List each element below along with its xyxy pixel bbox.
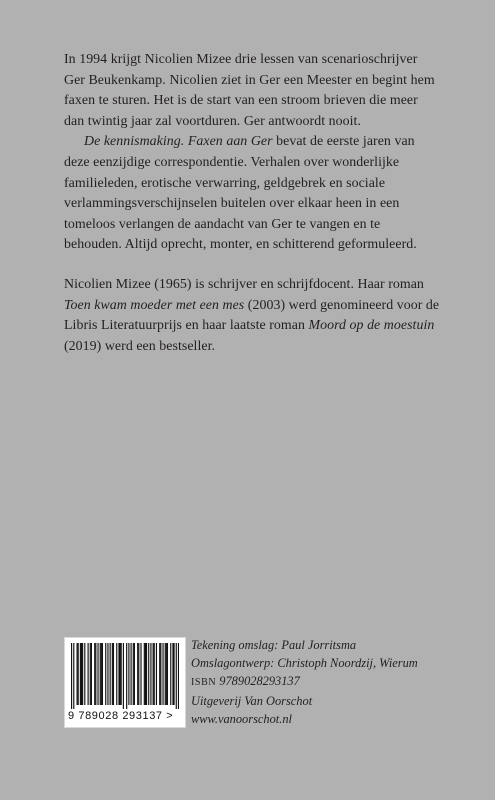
barcode-number: 9 789028 293137 > xyxy=(68,710,174,722)
barcode-bar xyxy=(100,643,101,705)
barcode-bar xyxy=(78,643,79,705)
blurb-paragraph-2 xyxy=(64,132,440,256)
barcode-bar xyxy=(167,643,168,705)
barcode-bar xyxy=(94,643,95,705)
barcode-bars xyxy=(71,643,179,709)
barcode-bar xyxy=(97,643,98,705)
isbn-value: 9789028293137 xyxy=(216,674,300,689)
blurb-paragraph-2-text: bevat de eerste jaren van deze eenzijdige correspondentie. Verhalen over wonderlijke familieleden, erotische verwarring, geldgebrek en sociale verlammingsverschijnselen buitelen over elkaar heen in een tomeloos verlangen de aandacht van Ger te vangen en te behouden. Altijd oprecht, monter, en schitterend geformuleerd. xyxy=(64,134,417,253)
barcode-bar xyxy=(107,643,108,705)
barcode-bar xyxy=(121,643,122,705)
barcode-bar xyxy=(134,643,135,705)
blurb-text xyxy=(64,50,440,357)
blurb-paragraph-1: In 1994 krijgt Nicolien Mizee drie lessen van scenarioschrijver Ger Beukenkamp. Nicolien ziet in Ger een Meester en begint hem faxen te sturen. Het is de start van een stroom brieven die meer dan twintig jaar zal voortduren. Ger antwoordt nooit. xyxy=(64,52,435,129)
barcode-bar xyxy=(150,643,151,705)
barcode-bar xyxy=(91,643,92,705)
publisher-website: www.vanoorschot.nl xyxy=(191,712,292,727)
barcode-bar xyxy=(113,643,114,705)
barcode-bar xyxy=(137,643,138,705)
author-bio-text-2: (2003) werd genomineerd voor de Libris Literatuurprijs en haar laatste roman xyxy=(64,297,440,334)
cover-design-credit: Omslagontwerp: Christoph Noordzij, Wierum xyxy=(191,656,418,671)
barcode-bar xyxy=(170,643,171,705)
barcode-bar xyxy=(131,643,132,705)
barcode-bar xyxy=(145,643,146,705)
barcode-bar xyxy=(126,643,127,709)
barcode-bar xyxy=(81,643,82,705)
barcode-bar xyxy=(90,643,91,705)
barcode-bar xyxy=(153,643,154,705)
novel-title-2: Moord op de moestuin xyxy=(308,318,435,334)
barcode-bar xyxy=(118,643,119,705)
publisher-name: Uitgeverij Van Oorschot xyxy=(191,694,313,709)
barcode-bar xyxy=(77,643,78,705)
barcode-bar xyxy=(102,643,103,705)
barcode-bar xyxy=(123,643,124,709)
isbn-label: ISBN xyxy=(191,677,217,689)
barcode-bar xyxy=(88,643,89,705)
barcode-bar xyxy=(82,643,83,705)
barcode-bar xyxy=(173,643,174,705)
isbn-barcode xyxy=(64,637,186,728)
barcode-bar xyxy=(166,643,167,705)
barcode-bar xyxy=(105,643,106,705)
barcode-bar xyxy=(176,643,177,709)
barcode-bar xyxy=(133,643,134,705)
author-bio xyxy=(64,275,440,357)
colophon xyxy=(191,636,441,728)
barcode-bar xyxy=(154,643,155,705)
barcode-bar xyxy=(156,643,157,705)
barcode-bar xyxy=(144,643,145,705)
barcode-bar xyxy=(128,643,129,705)
barcode-bar xyxy=(71,643,72,709)
barcode-bar xyxy=(116,643,117,705)
barcode-bar xyxy=(80,643,81,705)
barcode-bar xyxy=(140,643,141,705)
barcode-bar xyxy=(119,643,120,705)
barcode-bar xyxy=(112,643,113,705)
isbn-line xyxy=(191,672,441,692)
barcode-bar xyxy=(101,643,102,705)
barcode-bar xyxy=(159,643,160,705)
novel-title-1: Toen kwam moeder met een mes xyxy=(64,297,245,313)
barcode-bar xyxy=(148,643,149,705)
barcode-bar xyxy=(162,643,163,705)
barcode-bar xyxy=(146,643,147,705)
author-bio-text-3: (2019) werd een bestseller. xyxy=(64,338,216,354)
barcode-bar xyxy=(138,643,139,705)
barcode-bar xyxy=(172,643,173,705)
barcode-bar xyxy=(160,643,161,705)
barcode-bar xyxy=(165,643,166,705)
barcode-bar xyxy=(110,643,111,705)
author-bio-text-1: Nicolien Mizee (1965) is schrijver en schrijfdocent. Haar roman xyxy=(64,276,424,292)
barcode-bar xyxy=(84,643,85,705)
cover-illustration-credit: Tekening omslag: Paul Jorritsma xyxy=(191,638,357,652)
barcode-bar xyxy=(95,643,96,705)
book-title: De kennismaking. Faxen aan Ger xyxy=(84,134,273,150)
barcode-bar xyxy=(73,643,74,709)
barcode-bar xyxy=(178,643,179,709)
